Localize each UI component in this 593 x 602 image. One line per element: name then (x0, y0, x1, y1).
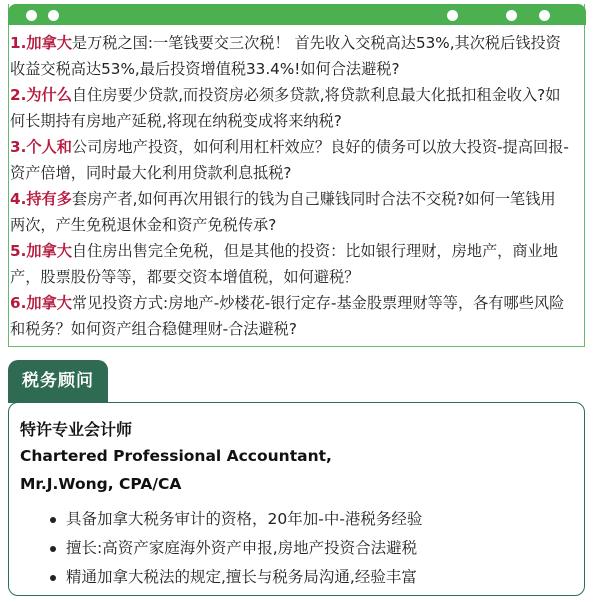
question-text: 常见投资方式:房地产-炒楼花-银行定存-基金股票理财等等，各有哪些风险和税务？如何资产组合稳健理财-合法避税? (10, 294, 565, 338)
question-text: 是万税之国:一笔钱要交三次税！ 首先收入交税高达53%,其次税后钱投资收益交税高达53%,最后投资增值税33.4%!如何合法避税? (10, 34, 561, 78)
question-list (10, 30, 570, 342)
advisor-title-en: Chartered Professional Accountant, (20, 447, 332, 465)
dot-icon (539, 10, 550, 21)
dot-icon (48, 10, 59, 21)
dot-icon (447, 10, 458, 21)
question-keyword: 加拿大 (26, 34, 72, 52)
header-strip (8, 4, 586, 25)
question-item (10, 134, 570, 186)
question-number: 2. (10, 86, 27, 104)
question-number: 4. (10, 190, 27, 208)
question-keyword: 为什么 (26, 86, 72, 104)
advisor-name: Mr.J.Wong, CPA/CA (20, 475, 182, 493)
advisor-title-cn: 特许专业会计师 (20, 420, 133, 439)
question-keyword: 个人和 (26, 138, 72, 156)
dot-icon (506, 10, 517, 21)
question-number: 5. (10, 242, 27, 260)
question-item (10, 186, 570, 238)
advisor-tab: 税务顾问 (8, 360, 108, 403)
advisor-bullets (50, 505, 570, 592)
question-text: 套房产者,如何再次用银行的钱为自己赚钱同时合法不交税?如何一笔钱用两次，产生免税退休金和资产免税传承? (10, 190, 556, 234)
question-keyword: 加拿大 (26, 242, 72, 260)
question-text: 公司房地产投资，如何利用杠杆效应？良好的债务可以放大投资-提高回报-资产倍增，同时最大化利用贷款利息抵税? (10, 138, 569, 182)
list-item: 精通加拿大税法的规定,擅长与税务局沟通,经验丰富 (50, 563, 570, 592)
question-item (10, 290, 570, 342)
question-keyword: 持有多 (26, 190, 72, 208)
question-text: 自住房出售完全免税，但是其他的投资：比如银行理财，房地产，商业地产，股票股份等等，都要交资本增值税，如何避税？ (10, 242, 558, 286)
question-number: 3. (10, 138, 27, 156)
question-text: 自住房要少贷款,而投资房必须多贷款,将贷款利息最大化抵扣租金收入?如何长期持有房地产延税,将现在纳税变成将来纳税? (10, 86, 561, 130)
question-number: 1. (10, 34, 27, 52)
question-item (10, 82, 570, 134)
question-item (10, 238, 570, 290)
list-item: 具备加拿大税务审计的资格，20年加-中-港税务经验 (50, 505, 570, 534)
question-number: 6. (10, 294, 27, 312)
list-item: 擅长:高资产家庭海外资产申报,房地产投资合法避税 (50, 534, 570, 563)
dot-icon (26, 10, 37, 21)
question-keyword: 加拿大 (26, 294, 72, 312)
question-item (10, 30, 570, 82)
